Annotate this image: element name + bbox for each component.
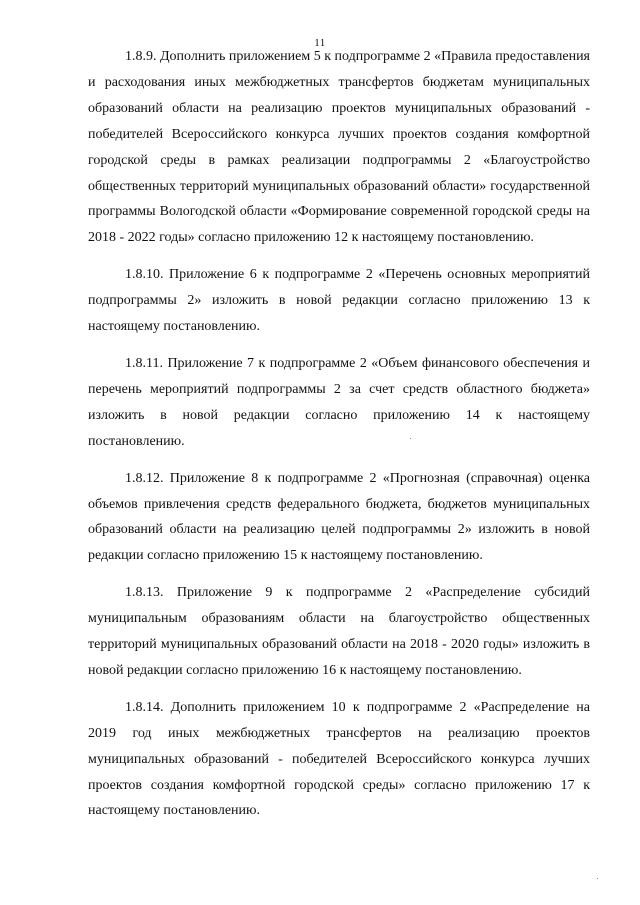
document-body	[88, 44, 590, 824]
paragraph-1-8-13: 1.8.13. Приложение 9 к подпрограмме 2 «Распределение субсидий муниципальным образованиям области на благоустройство общественных территорий муниципальных образований области на 2018 - 2020 годы» изложить в новой редакции согласно приложению 16 к настоящему постановлению.	[88, 585, 590, 678]
paragraph-1-8-14: 1.8.14. Дополнить приложением 10 к подпрограмме 2 «Распределение на 2019 год иных межбюджетных трансфертов на реализацию проектов муниципальных образований - победителей Всероссийского конкурса лучших проектов создания комфортной городской среды» согласно приложению 17 к настоящему постановлению.	[88, 699, 590, 819]
paragraph-1-8-11: 1.8.11. Приложение 7 к подпрограмме 2 «Объем финансового обеспечения и перечень мероприятий подпрограммы 2 за счет средств областного бюджета» изложить в новой редакции согласно приложению 14 к настоящему постановлению.	[88, 355, 590, 449]
page-number: 11	[314, 37, 326, 49]
scan-speck	[410, 438, 411, 439]
paragraph-1-8-9: 1.8.9. Дополнить приложением 5 к подпрограмме 2 «Правила предоставления и расходования иных межбюджетных трансфертов бюджетам муниципальных образований области на реализацию проектов муниципальных образований - победителей Всероссийского конкурса лучших проектов создания комфортной городской среды в рамках реализации подпрограммы 2 «Благоустройство общественных территорий муниципальных образований области» государственной программы Вологодской области «Формирование современной городской среды на 2018 - 2022 годы» согласно приложению 12 к настоящему постановлению.	[88, 49, 590, 246]
paragraph-1-8-10: 1.8.10. Приложение 6 к подпрограмме 2 «Перечень основных мероприятий подпрограммы 2» изложить в новой редакции согласно приложению 13 к настоящему постановлению.	[88, 267, 590, 335]
paragraph-1-8-12: 1.8.12. Приложение 8 к подпрограмме 2 «Прогнозная (справочная) оценка объемов привлечения средств федерального бюджета, бюджетов муниципальных образований области на реализацию целей подпрограммы 2» изложить в новой редакции согласно приложению 15 к настоящему постановлению.	[88, 470, 590, 564]
scan-speck	[597, 878, 598, 879]
